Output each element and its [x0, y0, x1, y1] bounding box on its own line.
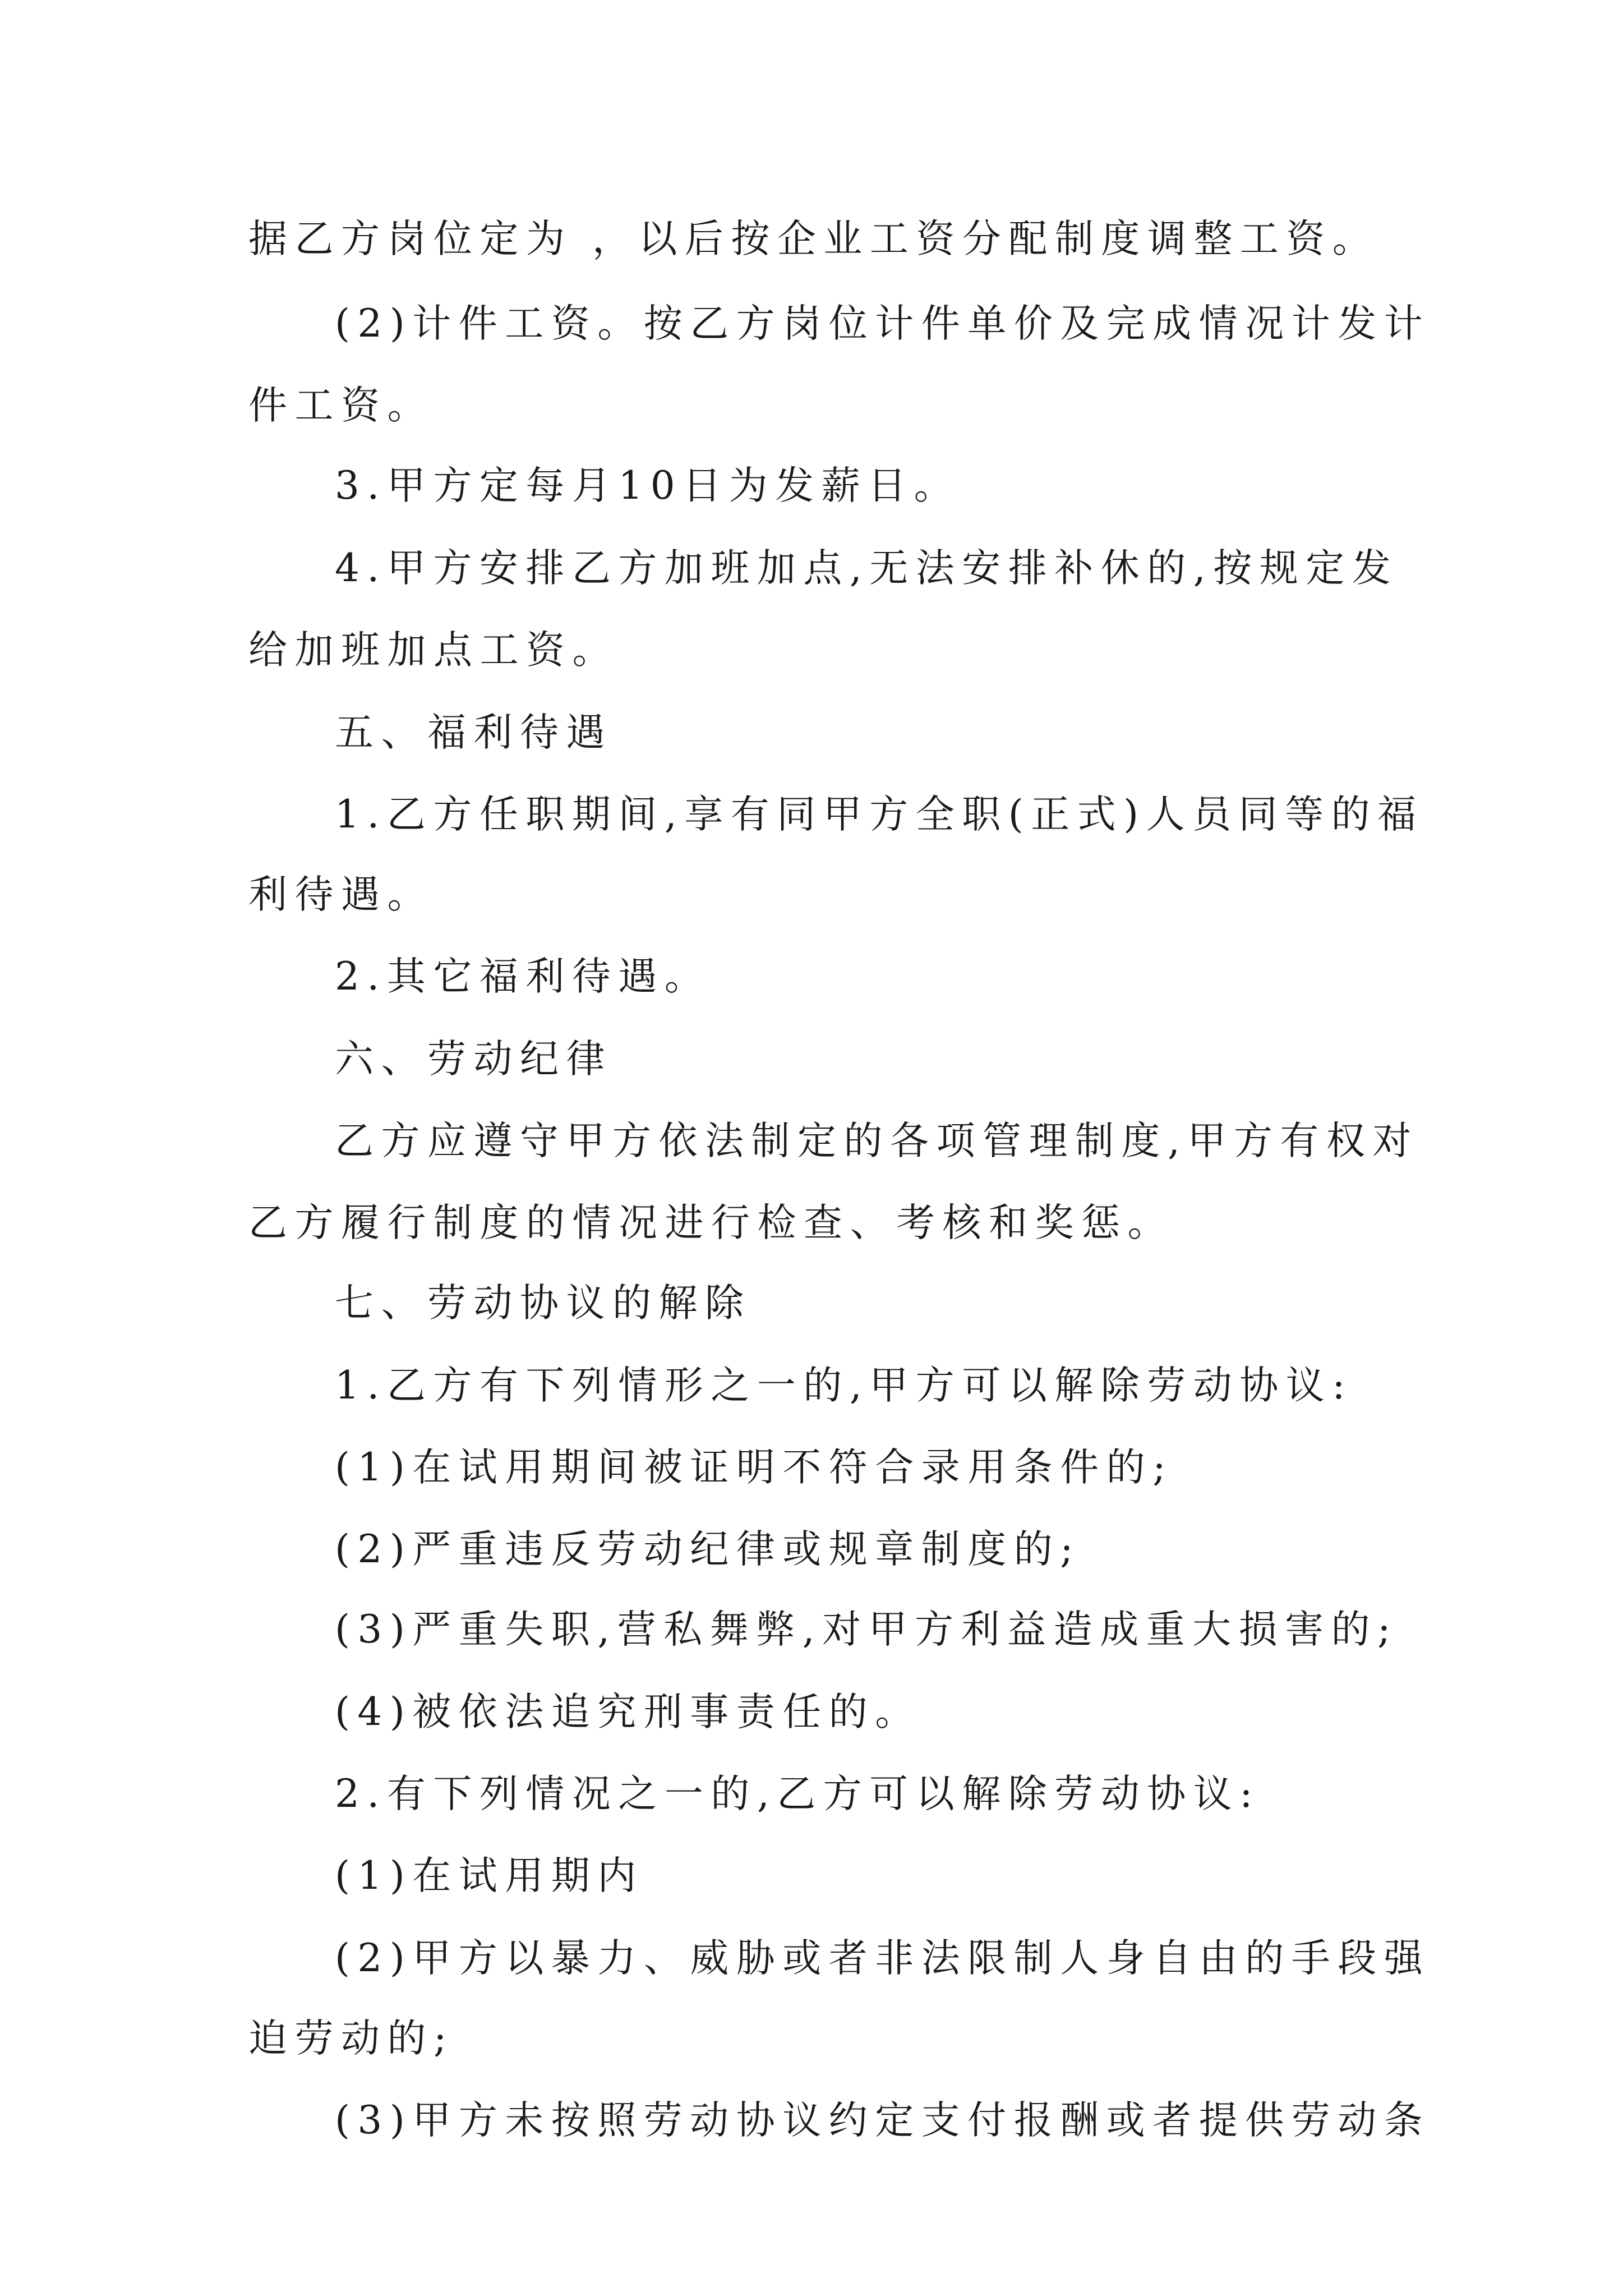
paragraph-line: 据乙方岗位定为 ，以后按企业工资分配制度调整工资。: [248, 217, 1379, 261]
paragraph-line: 3.甲方定每月10日为发薪日。: [335, 463, 961, 508]
paragraph-line: 利待遇。: [248, 872, 434, 917]
paragraph-line: 乙方履行制度的情况进行检查、考核和奖惩。: [248, 1200, 1174, 1245]
paragraph-line: 给加班加点工资。: [248, 628, 619, 673]
list-item: (3)甲方未按照劳动协议约定支付报酬或者提供劳动条: [335, 2098, 1431, 2143]
section-heading: 六、劳动纪律: [335, 1037, 612, 1082]
paragraph-line: 2.其它福利待遇。: [335, 954, 711, 999]
paragraph-line: 迫劳动的;: [248, 2016, 454, 2061]
paragraph-line: 1.乙方有下列情形之一的,甲方可以解除劳动协议:: [335, 1363, 1353, 1408]
list-item: (2)甲方以暴力、威胁或者非法限制人身自由的手段强: [335, 1936, 1431, 1981]
list-item: (3)严重失职,营私舞弊,对甲方利益造成重大损害的;: [335, 1607, 1398, 1652]
paragraph-line: 乙方应遵守甲方依法制定的各项管理制度,甲方有权对: [335, 1119, 1419, 1163]
paragraph-line: 件工资。: [248, 383, 434, 428]
list-item: (4)被依法追究刑事责任的。: [335, 1690, 921, 1734]
paragraph-line: 4.甲方安排乙方加班加点,无法安排补休的,按规定发: [335, 546, 1399, 591]
list-item: (1)在试用期内: [335, 1853, 644, 1898]
paragraph-line: 1.乙方任职期间,享有同甲方全职(正式)人员同等的福: [335, 792, 1424, 837]
paragraph-line: 2.有下列情况之一的,乙方可以解除劳动协议:: [335, 1772, 1261, 1816]
section-heading: 五、福利待遇: [335, 710, 612, 755]
paragraph-line: (2)计件工资。按乙方岗位计件单价及完成情况计发计: [335, 301, 1431, 346]
list-item: (2)严重违反劳动纪律或规章制度的;: [335, 1527, 1081, 1572]
list-item: (1)在试用期间被证明不符合录用条件的;: [335, 1445, 1173, 1490]
section-heading: 七、劳动协议的解除: [335, 1281, 751, 1326]
